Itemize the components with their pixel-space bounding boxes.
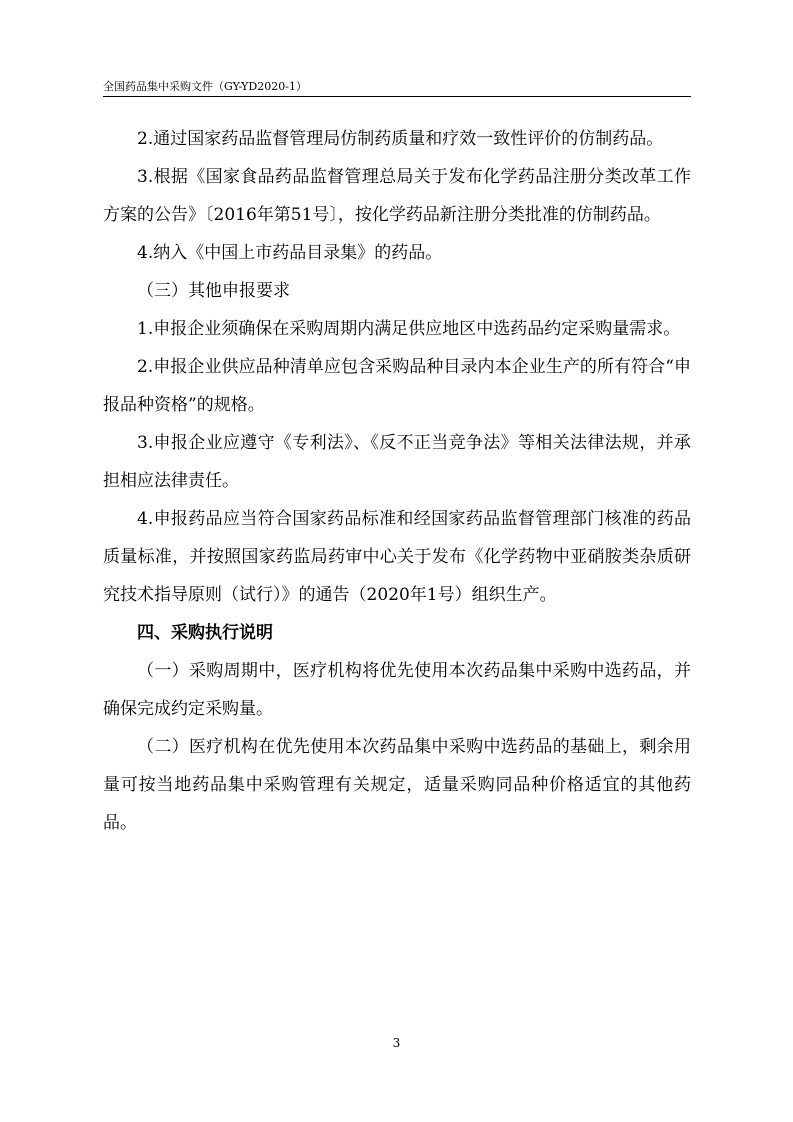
requirement-item-1: 1.申报企业须确保在采购周期内满足供应地区中选药品约定采购量需求。 <box>137 319 681 339</box>
page-number: 3 <box>392 1036 401 1050</box>
body-text <box>103 120 691 842</box>
paragraph-item-4: 4.纳入《中国上市药品目录集》的药品。 <box>137 243 443 263</box>
requirement-item-3: 3.申报企业应遵守《专利法》、《反不正当竞争法》等相关法律法规，并承担相应法律责任。 <box>103 433 691 491</box>
page-header: 全国药品集中采购文件（GY-YD2020-1） <box>103 80 307 93</box>
header-divider <box>103 96 691 97</box>
execution-item-1: （一）采购周期中，医疗机构将优先使用本次药品集中采购中选药品，并确保完成约定采购量。 <box>103 661 691 719</box>
subsection-heading: （三）其他申报要求 <box>137 281 290 301</box>
requirement-item-4: 4.申报药品应当符合国家药品标准和经国家药品监督管理部门核准的药品质量标准，并按照国家药监局药审中心关于发布《化学药物中亚硝胺类杂质研究技术指导原则（试行）》的通告（2020年1号）组织生产。 <box>103 509 691 605</box>
paragraph-item-3: 3.根据《国家食品药品监督管理总局关于发布化学药品注册分类改革工作方案的公告》〔2016年第51号〕，按化学药品新注册分类批准的仿制药品。 <box>103 167 691 225</box>
requirement-item-2: 2.申报企业供应品种清单应包含采购品种目录内本企业生产的所有符合“申报品种资格”的规格。 <box>103 357 691 415</box>
paragraph-item-2: 2.通过国家药品监督管理局仿制药质量和疗效一致性评价的仿制药品。 <box>137 129 664 149</box>
execution-item-2: （二）医疗机构在优先使用本次药品集中采购中选药品的基础上，剩余用量可按当地药品集中采购管理有关规定，适量采购同品种价格适宜的其他药品。 <box>103 737 691 833</box>
section-heading: 四、采购执行说明 <box>137 623 273 643</box>
